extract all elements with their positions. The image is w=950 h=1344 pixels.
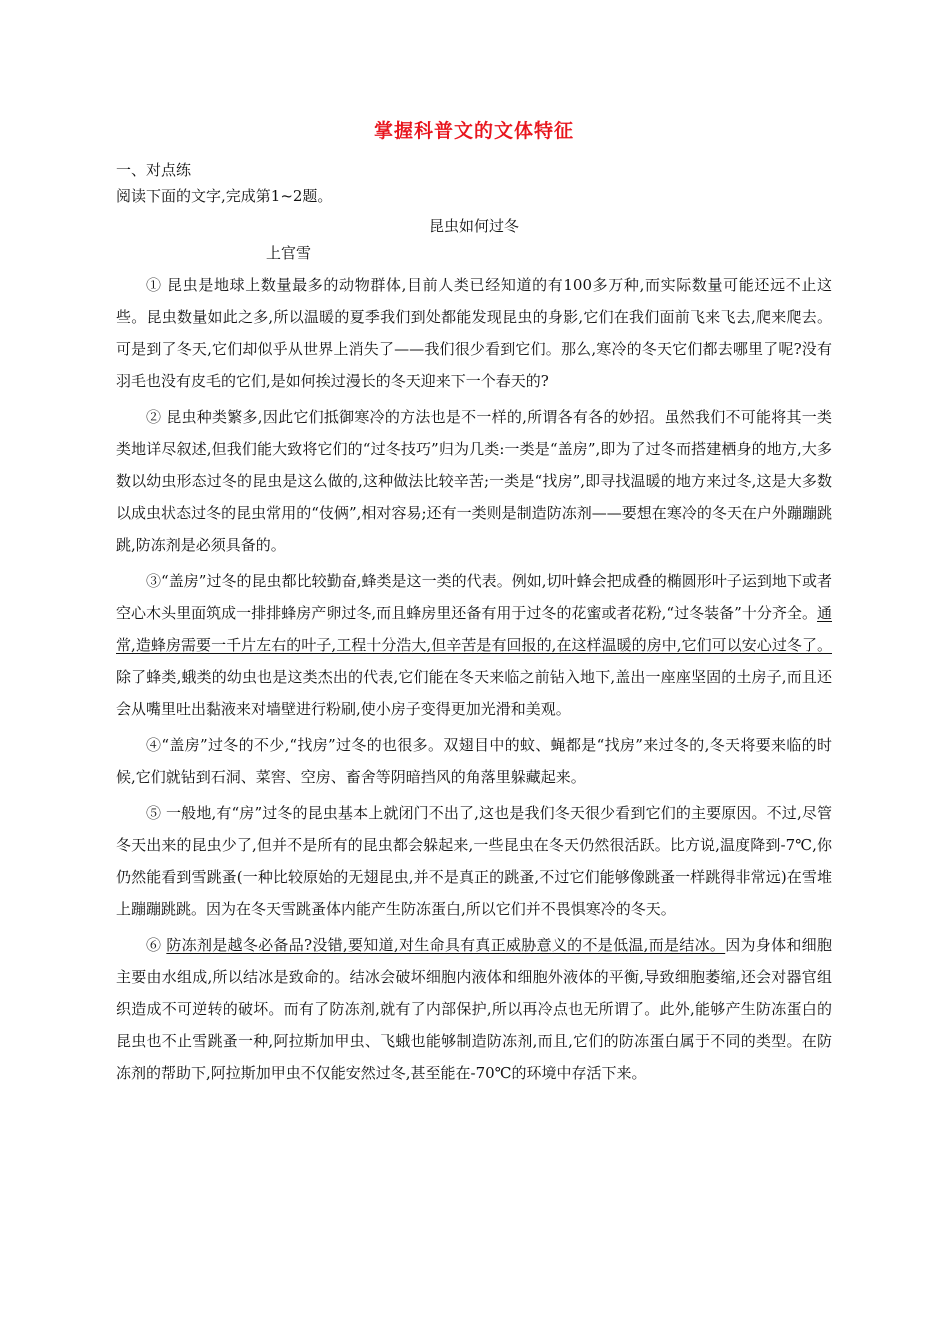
paragraph-3-text-b: 除了蜂类,蛾类的幼虫也是这类杰出的代表,它们能在冬天来临之前钻入地下,盖出一座座坚固的土房子,而且还会从嘴里吐出黏液来对墙壁进行粉刷,使小房子变得更加光滑和美观。 xyxy=(116,668,832,718)
paragraph-4: ④“盖房”过冬的不少,“找房”过冬的也很多。双翅目中的蚊、蝇都是“找房”来过冬的,冬天将要来临的时候,它们就钻到石洞、菜窖、空房、畜舍等阴暗挡风的角落里躲藏起来。 xyxy=(116,736,832,786)
paragraph-3-text-a: ③“盖房”过冬的昆虫都比较勤奋,蜂类是这一类的代表。例如,切叶蜂会把成叠的椭圆形叶子运到地下或者空心木头里面筑成一排排蜂房产卵过冬,而且蜂房里还备有用于过冬的花蜜或者花粉,“过冬装备”十分齐全。 xyxy=(116,572,832,622)
paragraph-3 xyxy=(116,565,832,725)
underlined-sentence-2: 防冻剂是越冬必备品?没错,要知道,对生命具有真正威胁意义的不是低温,而是结冰。 xyxy=(166,936,726,954)
paragraph-6 xyxy=(116,929,832,1089)
article-author: 上官雪 xyxy=(266,244,312,262)
paragraph-1: ① 昆虫是地球上数量最多的动物群体,目前人类已经知道的有100多万种,而实际数量可能还远不止这些。昆虫数量如此之多,所以温暖的夏季我们到处都能发现昆虫的身影,它们在我们面前飞来飞去,爬来爬去。可是到了冬天,它们却似乎从世界上消失了——我们很少看到它们。那么,寒冷的冬天它们都去哪里了呢?没有羽毛也没有皮毛的它们,是如何挨过漫长的冬天迎来下一个春天的? xyxy=(116,276,832,390)
paragraph-2: ② 昆虫种类繁多,因此它们抵御寒冷的方法也是不一样的,所谓各有各的妙招。虽然我们不可能将其一类类地详尽叙述,但我们能大致将它们的“过冬技巧”归为几类:一类是“盖房”,即为了过冬而搭建栖身的地方,大多数以幼虫形态过冬的昆虫是这么做的,这种做法比较辛苦;一类是“找房”,即寻找温暖的地方来过冬,这是大多数以成虫状态过冬的昆虫常用的“伎俩”,相对容易;还有一类则是制造防冻剂——要想在寒冷的冬天在户外蹦蹦跳跳,防冻剂是必须具备的。 xyxy=(116,408,832,554)
paragraph-6-number: ⑥ xyxy=(146,936,167,954)
underlined-sentence-1: 通常,造蜂房需要一千片左右的叶子,工程十分浩大,但辛苦是有回报的,在这样温暖的房中,它们可以安心过冬了。 xyxy=(116,604,832,654)
paragraph-5: ⑤ 一般地,有“房”过冬的昆虫基本上就闭门不出了,这也是我们冬天很少看到它们的主要原因。不过,尽管冬天出来的昆虫少了,但并不是所有的昆虫都会躲起来,一些昆虫在冬天仍然很活跃。比方说,温度降到-7℃,你仍然能看到雪跳蚤(一种比较原始的无翅昆虫,并不是真正的跳蚤,不过它们能够像跳蚤一样跳得非常远)在雪堆上蹦蹦跳跳。因为在冬天雪跳蚤体内能产生防冻蛋白,所以它们并不畏惧寒冷的冬天。 xyxy=(116,804,832,918)
document-title: 掌握科普文的文体特征 xyxy=(373,120,574,142)
section-heading: 一、对点练 xyxy=(116,161,192,179)
instruction-text: 阅读下面的文字,完成第1~2题。 xyxy=(116,187,333,205)
article-title: 昆虫如何过冬 xyxy=(428,217,519,235)
paragraph-6-text: 因为身体和细胞主要由水组成,所以结冰是致命的。结冰会破坏细胞内液体和细胞外液体的平衡,导致细胞萎缩,还会对器官组织造成不可逆转的破坏。而有了防冻剂,就有了内部保护,所以再冷点也无所谓了。此外,能够产生防冻蛋白的昆虫也不止雪跳蚤一种,阿拉斯加甲虫、飞蛾也能够制造防冻剂,而且,它们的防冻蛋白属于不同的类型。在防冻剂的帮助下,阿拉斯加甲虫不仅能安然过冬,甚至能在-70℃的环境中存活下来。 xyxy=(116,936,832,1082)
